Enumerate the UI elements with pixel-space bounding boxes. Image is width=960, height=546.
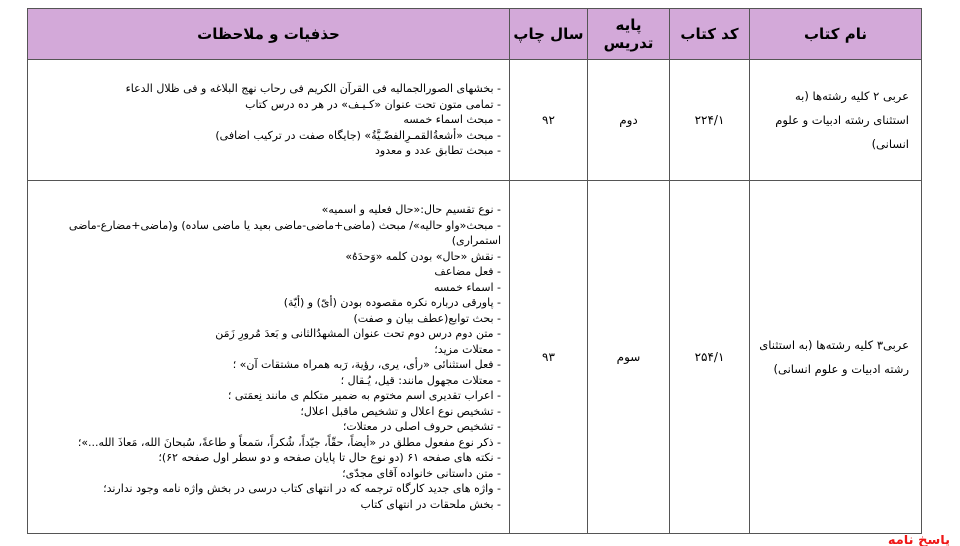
grade-cell: سوم xyxy=(588,181,670,534)
note-item: - فعل مضاعف xyxy=(34,264,501,280)
note-item: - تمامی متون تحت عنوان «کـیـف» در هر ده درس کتاب xyxy=(34,97,501,113)
header-book-name: نام کتاب xyxy=(750,9,922,60)
book-name-cell: عربی ۲ کلیه رشته‌ها (به استثنای رشته ادبیات و علوم انسانی) xyxy=(750,60,922,181)
note-item: - مبحث تطابق عدد و معدود xyxy=(34,143,501,159)
header-print-year: سال چاپ xyxy=(510,9,588,60)
books-table xyxy=(27,8,922,534)
note-item: - فعل استثنائی «رأی، یری، رؤیة، رَبه همراه مشتقات آن» ؛ xyxy=(34,357,501,373)
print-year-cell: ۹۲ xyxy=(510,60,588,181)
table-row xyxy=(28,60,922,181)
note-item: - معتلات مزید؛ xyxy=(34,342,501,358)
note-item: - متن دوم درس دوم تحت عنوان المشهدُالثانی و بَعدَ مُرورِ زَمَن xyxy=(34,326,501,342)
note-item: - پاورقی درباره نکره مقصوده بودن (أیّ) و (أیّة) xyxy=(34,295,501,311)
notes-cell xyxy=(28,60,510,181)
note-item: - تشخیص نوع اعلال و تشخیص ماقبل اعلال؛ xyxy=(34,404,501,420)
notes-list xyxy=(34,81,501,159)
header-notes: حذفیات و ملاحظات xyxy=(28,9,510,60)
table-header-row xyxy=(28,9,922,60)
note-item: - نکته های صفحه ۶۱ (دو نوع حال تا پایان صفحه و دو سطر اول صفحه ۶۲)؛ xyxy=(34,450,501,466)
note-item: - نقش «حال» بودن کلمه «وَحدَهُ» xyxy=(34,249,501,265)
note-item: - نوع تقسیم حال:«حال فعلیه و اسمیه» xyxy=(34,202,501,218)
print-year-cell: ۹۳ xyxy=(510,181,588,534)
book-code-cell: ۲۲۴/۱ xyxy=(670,60,750,181)
notes-cell xyxy=(28,181,510,534)
note-item: - بخش ملحقات در انتهای کتاب xyxy=(34,497,501,513)
note-item: - معتلات مجهول مانند: قیل، یُـقال ؛ xyxy=(34,373,501,389)
note-item: - ذکر نوع مفعول مطلق در «أیضاً، حقّاً، جیّداً، شُکراً، سَمعاً و طاعةً، سُبحانَ الله، مَعاذَ الله...»؛ xyxy=(34,435,501,451)
note-item: - تشخیص حروف اصلی در معتلات؛ xyxy=(34,419,501,435)
book-code-cell: ۲۵۴/۱ xyxy=(670,181,750,534)
notes-list xyxy=(34,202,501,512)
note-item: - متن داستانی خانواده آقای مجدّی؛ xyxy=(34,466,501,482)
footer-cut-text: پاسخ نامه xyxy=(887,535,950,546)
book-name-cell: عربی۳ کلیه رشته‌ها (به استثنای رشته ادبیات و علوم انسانی) xyxy=(750,181,922,534)
header-grade: پایه تدریس xyxy=(588,9,670,60)
table-row xyxy=(28,181,922,534)
note-item: - اعراب تقدیری اسم مختوم به ضمیر متکلم ی مانند نِعمَتی ؛ xyxy=(34,388,501,404)
note-item: - واژه های جدید کارگاه ترجمه که در انتهای کتاب درسی در بخش واژه نامه وجود ندارند؛ xyxy=(34,481,501,497)
note-item: - مبحث اسماء خمسه xyxy=(34,112,501,128)
note-item: - مبحث «أشعةُالقمـرِالفضّـیَّةُ» (جایگاه صفت در ترکیب اضافی) xyxy=(34,128,501,144)
note-item: - مبحث«واو حالیه»/ مبحث (ماضی+ماضی-ماضی بعید یا ماضی ساده) و(ماضی+مضارع-ماضی استمراری) xyxy=(34,218,501,249)
note-item: - بخشهای الصورالجمالیه فی القرآن الکریم فی رحاب نهج البلاغه و فی ظلال الدعاء xyxy=(34,81,501,97)
note-item: - اسماء خمسه xyxy=(34,280,501,296)
grade-cell: دوم xyxy=(588,60,670,181)
header-book-code: کد کتاب xyxy=(670,9,750,60)
note-item: - بحث توابع(عطف بیان و صفت) xyxy=(34,311,501,327)
